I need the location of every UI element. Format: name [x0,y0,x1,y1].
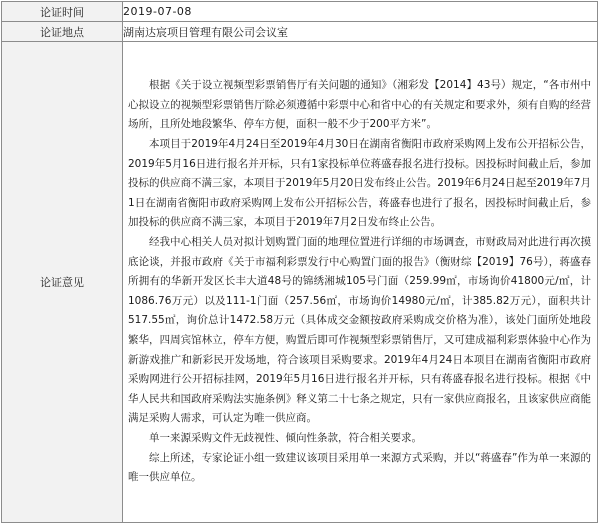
argument-record-table [1,1,598,523]
opinion-paragraph-1: 根据《关于设立视频型彩票销售厅有关问题的通知》（湘彩发【2014】43号）规定，“各市州中心拟设立的视频型彩票销售厅除必须遵循中彩票中心和省中心的有关规定和要求外，须有自购的经营场所，且所处地段繁华、停车方便，面积一般不少于200平方米”。 [128,79,591,131]
row-argument-opinion [2,42,598,523]
opinion-paragraph-5: 综上所述，专家论证小组一致建议该项目采用单一来源方式采购，并以“蒋盛春”作为单一来源的唯一供应单位。 [128,451,591,484]
opinion-paragraph-2: 本项目于2019年4月24日至2019年4月30日在湖南省衡阳市政府采购网上发布公开招标公告，2019年5月16日进行报名并开标，只有1家投标单位蒋盛春报名进行投标。因投标时间截止后，参加投标的供应商不满三家，本项目于2019年5月20日发布终止公告。2019年6月24日起至2019年7月1日在湖南省衡阳市政府采购网上发布公开招标公告，蒋盛春也进行了报名，因投标时间截止后，参加投标的供应商不满三家，本项目于2019年7月2日发布终止公告。 [128,138,591,229]
opinion-body [123,72,597,491]
argument-location-label: 论证地点 [2,22,123,42]
argument-opinion-cell [123,42,598,523]
row-argument-location [2,22,598,42]
opinion-paragraph-4: 单一来源采购文件无歧视性、倾向性条款，符合相关要求。 [149,431,422,444]
argument-time-value: 2019-07-08 [123,2,598,22]
argument-location-value: 湖南达宸项目管理有限公司会议室 [123,22,598,42]
row-argument-time [2,2,598,22]
argument-time-label: 论证时间 [2,2,123,22]
opinion-paragraph-3: 经我中心相关人员对拟计划购置门面的地理位置进行详细的市场调查，市财政局对此进行再次摸底论谈，并报市政府《关于市福利彩票发行中心购置门面的报告》（衡财综【2019】76号），蒋盛春所拥有的华新开发区长丰大道48号的锦绣湘城105号门面（259.99㎡，市场询价41800元/㎡，计1086.76万元）以及111-1门面（257.56㎡，市场询价14980元/㎡，计385.82万元），面积共计517.55㎡，询价总计1472.58万元（具体成交金额按政府采购成交价格为准），该处门面所处地段繁华，四周宾馆林立，停车方便，购置后即可作视频型彩票销售厅，又可建成福利彩票体验中心作为新游戏推广和新彩民开发场地，符合该项目采购要求。2019年4月24日本项目在湖南省衡阳市政府采购网进行公开招标挂网，2019年5月16日进行报名并开标，只有蒋盛春报名进行投标。根据《中华人民共和国政府采购法实施条例》释义第二十七条之规定，只有一家供应商报名，且该家供应商能满足采购人需求，可认定为唯一供应商。 [128,236,591,425]
argument-opinion-label: 论证意见 [2,42,123,523]
